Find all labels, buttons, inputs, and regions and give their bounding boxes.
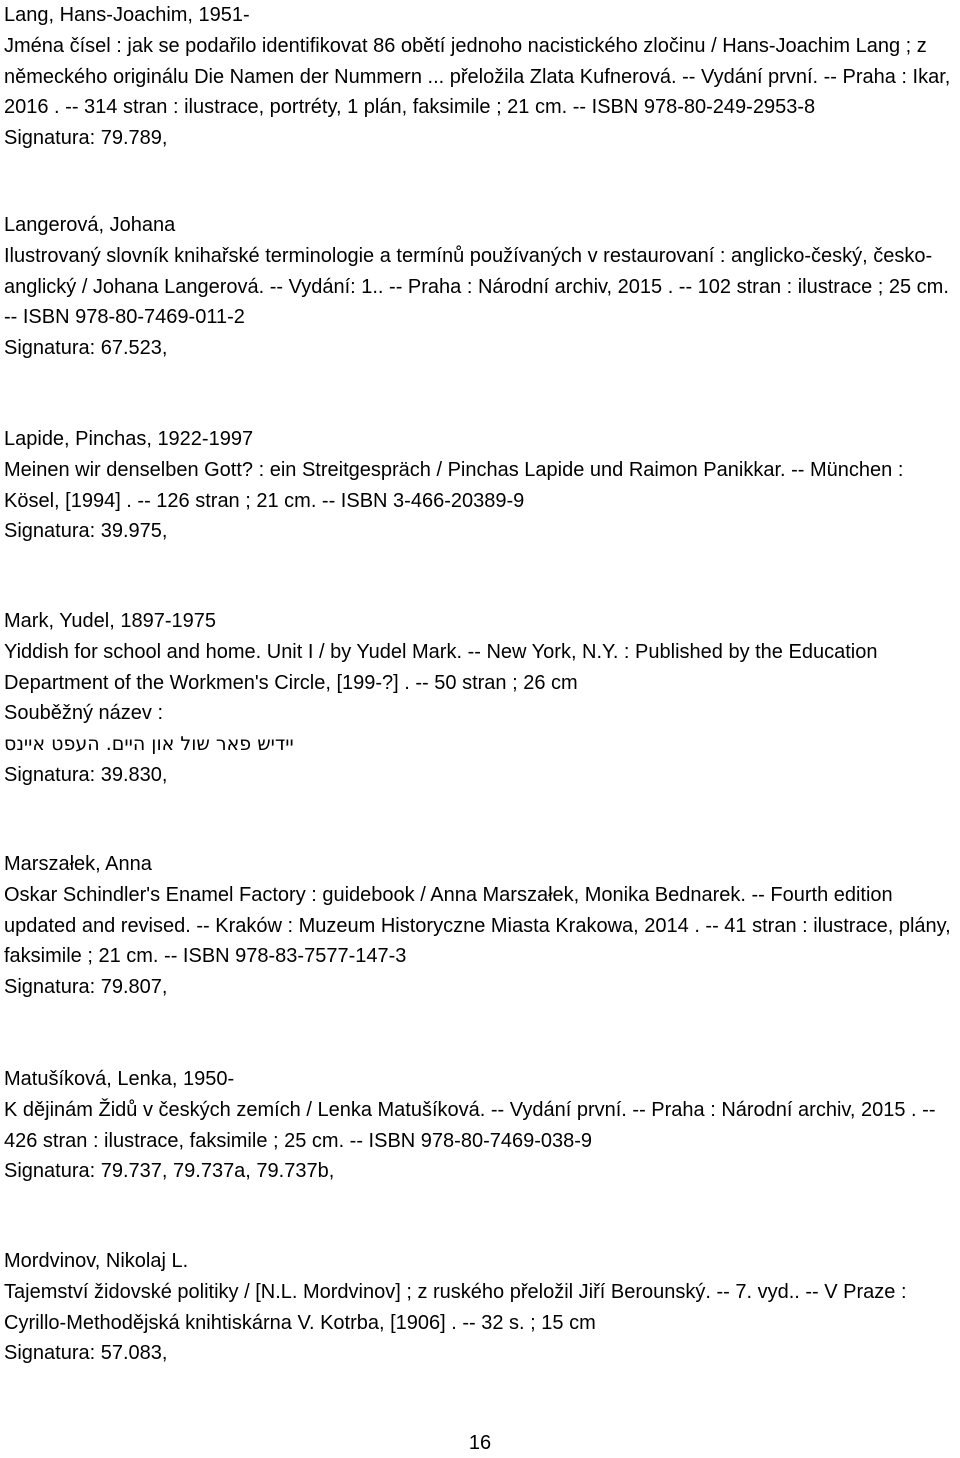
entry-author: Matušíková, Lenka, 1950- <box>4 1068 235 1090</box>
entry-author: Lang, Hans-Joachim, 1951- <box>4 4 250 26</box>
entry-author: Marszałek, Anna <box>4 853 152 875</box>
entry-signatura: Signatura: 79.737, 79.737a, 79.737b, <box>4 1160 335 1183</box>
catalog-entry <box>4 1064 956 1187</box>
entry-signatura: Signatura: 39.830, <box>4 763 168 786</box>
entry-description: Meinen wir denselben Gott? : ein Streitgespräch / Pinchas Lapide und Raimon Panikkar. -- München : Kösel, [1994] . -- 126 stran ; 21 cm. -- ISBN 3-466-20389-9 <box>4 458 904 512</box>
entry-description: Jména čísel : jak se podařilo identifikovat 86 obětí jednoho nacistického zločinu / Hans-Joachim Lang ; z německého originálu Die Namen der Nummern ... přeložila Zlata Kufnerová. -- Vydání první. -- Praha : Ikar, 2016 . -- 314 stran : ilustrace, portréty, 1 plán, faksimile ; 21 cm. -- ISBN 978-80-249-2953-8 <box>4 34 951 119</box>
entry-description: K dějinám Židů v českých zemích / Lenka Matušíková. -- Vydání první. -- Praha : Národní archiv, 2015 . -- 426 stran : ilustrace, faksimile ; 25 cm. -- ISBN 978-80-7469-038-9 <box>4 1098 936 1152</box>
catalog-entry <box>4 1246 956 1369</box>
entry-parallel-title: יידיש פאר שול און היים. העפט איינס <box>4 733 294 756</box>
catalog-entry <box>4 210 956 364</box>
catalog-entry <box>4 849 956 1003</box>
entry-author: Langerová, Johana <box>4 214 176 236</box>
entry-signatura: Signatura: 57.083, <box>4 1342 168 1365</box>
catalog-entry <box>4 0 956 154</box>
entry-author: Mark, Yudel, 1897-1975 <box>4 610 217 632</box>
entry-description: Ilustrovaný slovník knihařské terminologie a termínů používaných v restaurovaní : anglicko-český, česko-anglický / Johana Langerová. -- Vydání: 1.. -- Praha : Národní archiv, 2015 . -- 102 stran : ilustrace ; 25 cm. -- ISBN 978-80-7469-011-2 <box>4 244 949 329</box>
catalog-entry <box>4 606 956 791</box>
entry-description: Yiddish for school and home. Unit I / by Yudel Mark. -- New York, N.Y. : Published by the Education Department of the Workmen's Circle, [199-?] . -- 50 stran ; 26 cm <box>4 640 878 694</box>
page-number: 16 <box>468 1432 492 1454</box>
entry-description: Oskar Schindler's Enamel Factory : guidebook / Anna Marszałek, Monika Bednarek. -- Fourth edition updated and revised. -- Kraków : Muzeum Historyczne Miasta Krakowa, 2014 . -- 41 stran : ilustrace, plány, faksimile ; 21 cm. -- ISBN 978-83-7577-147-3 <box>4 883 951 968</box>
entry-signatura: Signatura: 67.523, <box>4 337 168 360</box>
entry-signatura: Signatura: 79.807, <box>4 976 168 999</box>
entry-signatura: Signatura: 39.975, <box>4 520 168 543</box>
entry-author: Mordvinov, Nikolaj L. <box>4 1250 189 1272</box>
entry-signatura: Signatura: 79.789, <box>4 127 168 150</box>
catalog-entry <box>4 424 956 547</box>
entry-parallel-title-label: Souběžný název : <box>4 702 163 725</box>
entry-author: Lapide, Pinchas, 1922-1997 <box>4 428 254 450</box>
entry-description: Tajemství židovské politiky / [N.L. Mordvinov] ; z ruského přeložil Jiří Berounský. -- 7. vyd.. -- V Praze : Cyrillo-Methodějská knihtiskárna V. Kotrba, [1906] . -- 32 s. ; 15 cm <box>4 1280 907 1334</box>
